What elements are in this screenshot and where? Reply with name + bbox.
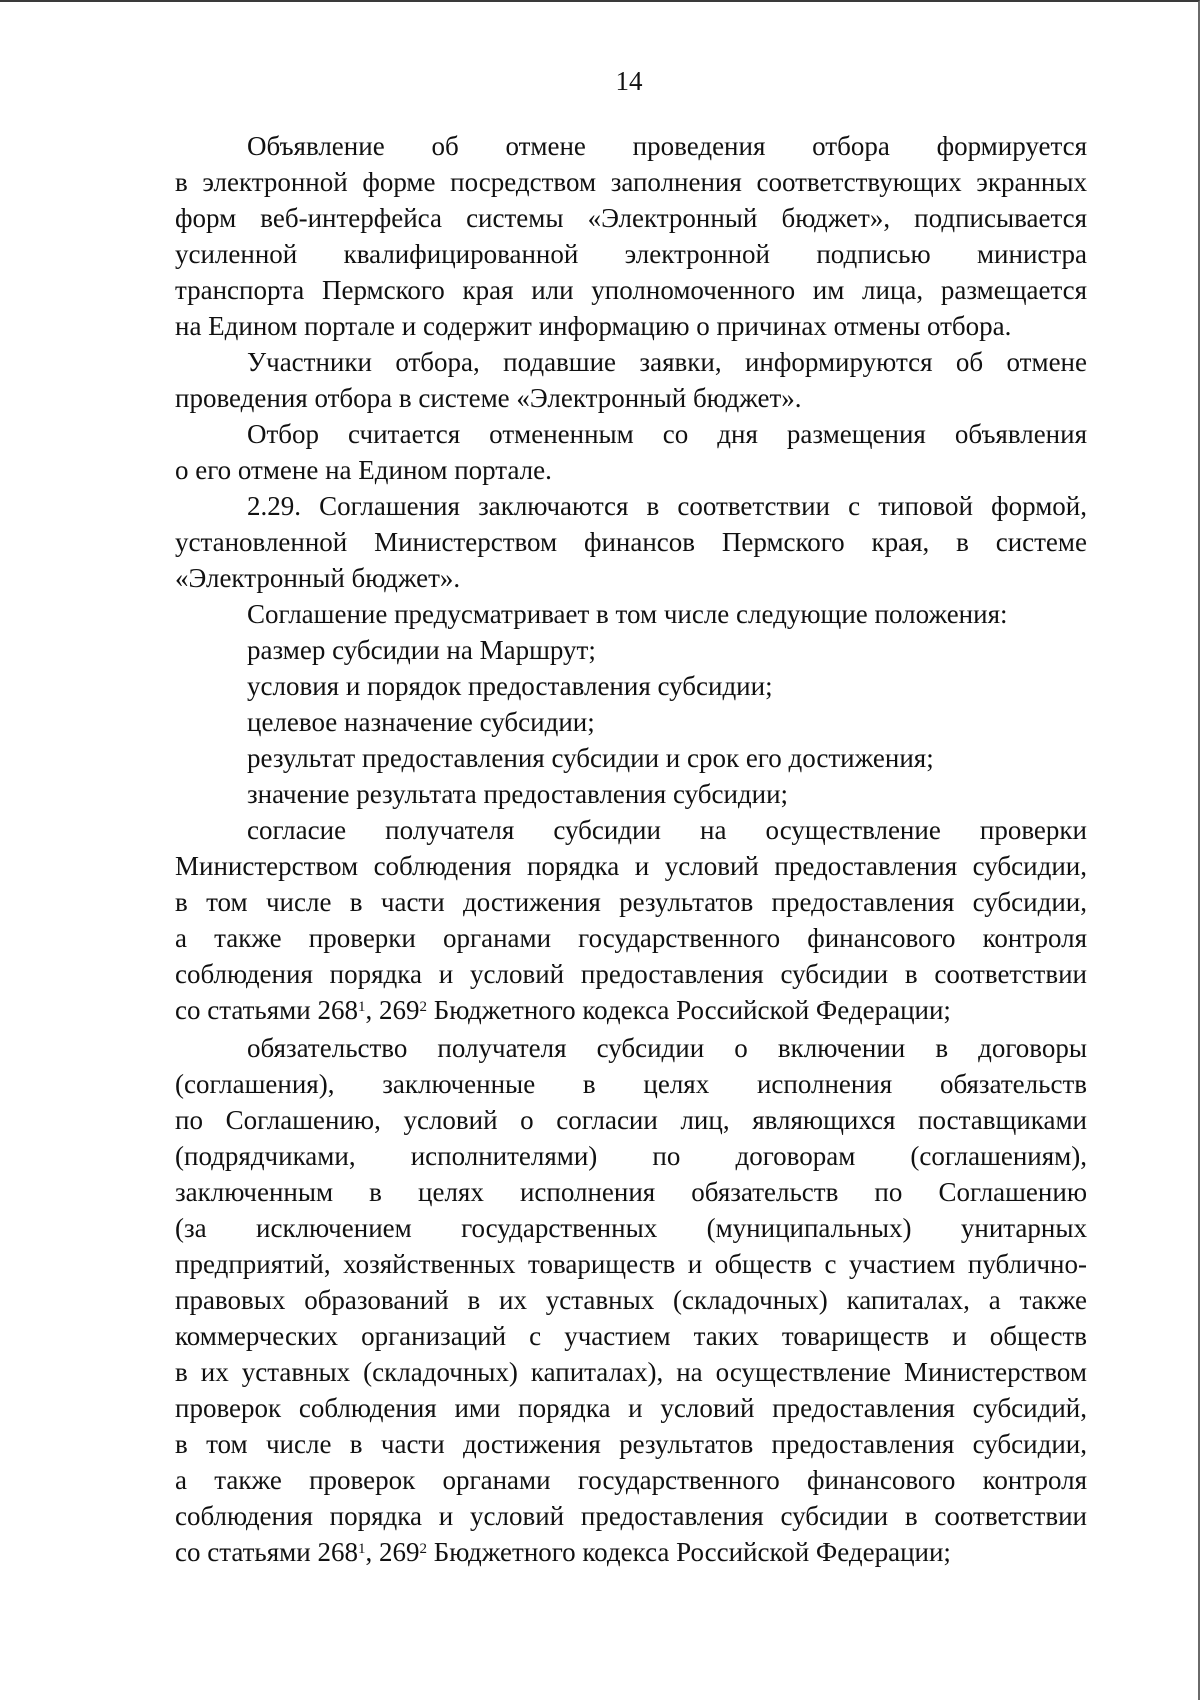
footnote-marker: 1 — [357, 1541, 366, 1557]
paragraph-recipient-obligation — [175, 1030, 1087, 1570]
list-item: значение результата предоставления субсидии; — [247, 779, 789, 809]
text-line: коммерческих организаций с участием таких товариществ и обществ — [175, 1321, 1087, 1351]
text-fragment: со статьями 268 — [175, 995, 358, 1025]
list-item: целевое назначение субсидии; — [247, 707, 595, 737]
text-line: а также проверки органами государственного финансового контроля — [175, 923, 1087, 953]
text-line: форм веб-интерфейса системы «Электронный бюджет», подписывается — [175, 203, 1087, 233]
text-line: Объявление об отмене проведения отбора формируется — [247, 131, 1087, 161]
paragraph-participants-informed — [175, 344, 1087, 416]
text-line: усиленной квалифицированной электронной подписью министра — [175, 239, 1087, 269]
text-fragment: со статьями 268 — [175, 1537, 358, 1567]
text-line: предприятий, хозяйственных товариществ и обществ с участием публично- — [175, 1249, 1087, 1279]
list-item: результат предоставления субсидии и срок его достижения; — [247, 743, 934, 773]
text-fragment: , 269 — [365, 1537, 420, 1567]
list-item: условия и порядок предоставления субсидии; — [247, 671, 773, 701]
page-number: 14 — [615, 66, 643, 96]
text-line: 2.29. Соглашения заключаются в соответствии с типовой формой, — [247, 491, 1087, 521]
text-line: на Едином портале и содержит информацию о причинах отмены отбора. — [175, 311, 1012, 341]
list-item: размер субсидии на Маршрут; — [247, 635, 596, 665]
text-line — [175, 992, 1087, 1028]
text-line: «Электронный бюджет». — [175, 563, 461, 593]
text-line: Министерством соблюдения порядка и условий предоставления субсидии, — [175, 851, 1087, 881]
list-item: Соглашение предусматривает в том числе следующие положения: — [247, 599, 1008, 629]
text-line: в электронной форме посредством заполнения соответствующих экранных — [175, 167, 1087, 197]
text-fragment: Бюджетного кодекса Российской Федерации; — [426, 995, 951, 1025]
text-line: соблюдения порядка и условий предоставления субсидии в соответствии — [175, 1501, 1087, 1531]
text-line: правовых образований в их уставных (складочных) капиталах, а также — [175, 1285, 1087, 1315]
document-body — [175, 128, 1087, 1570]
text-line: установленной Министерством финансов Пермского края, в системе — [175, 527, 1087, 557]
text-line: проведения отбора в системе «Электронный бюджет». — [175, 383, 802, 413]
text-line: транспорта Пермского края или уполномоченного им лица, размещается — [175, 275, 1087, 305]
paragraph-2-29-agreements — [175, 488, 1087, 596]
footnote-marker: 1 — [357, 999, 366, 1015]
paragraph-cancellation-announcement — [175, 128, 1087, 344]
paragraph-selection-cancelled — [175, 416, 1087, 488]
footnote-marker: 2 — [419, 1541, 427, 1557]
text-line: Отбор считается отмененным со дня размещения объявления — [247, 419, 1087, 449]
text-line: обязательство получателя субсидии о включении в договоры — [247, 1033, 1087, 1063]
text-line: заключенным в целях исполнения обязательств по Соглашению — [175, 1177, 1087, 1207]
text-line: в том числе в части достижения результатов предоставления субсидии, — [175, 887, 1087, 917]
text-line: соблюдения порядка и условий предоставления субсидии в соответствии — [175, 959, 1087, 989]
text-fragment: , 269 — [365, 995, 420, 1025]
text-line: а также проверок органами государственного финансового контроля — [175, 1465, 1087, 1495]
text-line: Участники отбора, подавшие заявки, информируются об отмене — [247, 347, 1087, 377]
text-line — [175, 1534, 1087, 1570]
paragraph-recipient-consent — [175, 812, 1087, 1028]
text-line: по Соглашению, условий о согласии лиц, являющихся поставщиками — [175, 1105, 1087, 1135]
text-line: согласие получателя субсидии на осуществление проверки — [247, 815, 1087, 845]
text-line: (за исключением государственных (муниципальных) унитарных — [175, 1213, 1087, 1243]
text-line: в их уставных (складочных) капиталах), на осуществление Министерством — [175, 1357, 1087, 1387]
text-line: в том числе в части достижения результатов предоставления субсидии, — [175, 1429, 1087, 1459]
text-line: проверок соблюдения ими порядка и условий предоставления субсидий, — [175, 1393, 1087, 1423]
text-line: (подрядчиками, исполнителями) по договорам (соглашениям), — [175, 1141, 1087, 1171]
text-fragment: Бюджетного кодекса Российской Федерации; — [426, 1537, 951, 1567]
text-line: (соглашения), заключенные в целях исполнения обязательств — [175, 1069, 1087, 1099]
footnote-marker: 2 — [419, 999, 427, 1015]
text-line: о его отмене на Едином портале. — [175, 455, 552, 485]
